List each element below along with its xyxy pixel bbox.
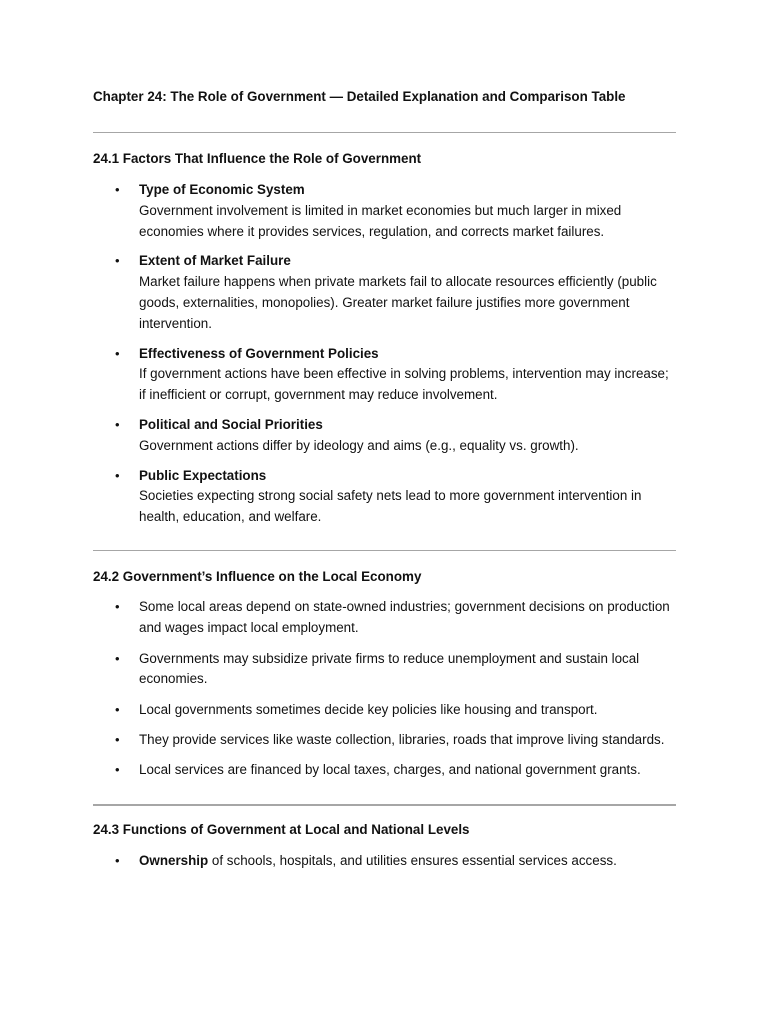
functions-list [93,851,676,872]
bullet-icon: • [115,598,120,614]
section-divider [93,132,676,133]
section-local-economy [93,568,676,781]
item-text: Government actions differ by ideology and aims (e.g., equality vs. growth). [139,437,579,453]
bullet-icon: • [115,702,120,718]
item-text: Local governments sometimes decide key policies like housing and transport. [139,702,598,718]
bullet-icon: • [115,852,120,868]
section-heading: 24.2 Government’s Influence on the Local Economy [93,568,422,584]
item-text: Some local areas depend on state-owned industries; government decisions on production and wages impact local employment. [139,598,670,635]
factor-list [93,180,676,528]
section-functions [93,821,676,872]
item-text: Governments may subsidize private firms to reduce unemployment and sustain local economies. [139,650,640,687]
section-divider [93,804,676,806]
item-text [139,851,676,872]
list-item [93,649,676,691]
list-item [93,466,676,528]
list-item [93,180,676,242]
item-text: Market failure happens when private markets fail to allocate resources efficiently (public goods, externalities, monopolies). Greater market failure justifies more government intervention. [139,274,657,331]
item-body: of schools, hospitals, and utilities ensures essential services access. [208,852,617,868]
item-title: Effectiveness of Government Policies [139,345,379,361]
item-title: Political and Social Priorities [139,416,323,432]
list-item [93,415,676,457]
section-factors [93,150,676,528]
list-item [93,851,676,872]
item-text: If government actions have been effective in solving problems, intervention may increase; if inefficient or corrupt, government may reduce involvement. [139,366,669,403]
bullet-icon: • [115,467,120,483]
bullet-icon: • [115,761,120,777]
section-heading: 24.3 Functions of Government at Local and National Levels [93,821,470,837]
item-title: Public Expectations [139,467,267,483]
bullet-icon: • [115,345,120,361]
item-text: Local services are financed by local taxes, charges, and national government grants. [139,761,641,777]
bullet-icon: • [115,650,120,666]
item-lead: Ownership [139,852,209,868]
list-item [93,597,676,639]
list-item [93,700,676,721]
item-title: Type of Economic System [139,182,305,197]
list-item [93,251,676,334]
bullet-icon: • [115,253,120,269]
section-divider [93,550,676,551]
bullet-icon: • [115,731,120,747]
bullet-icon: • [115,416,120,432]
section-heading: 24.1 Factors That Influence the Role of Government [93,151,422,166]
bullet-icon: • [115,182,120,197]
list-item [93,760,676,781]
item-text: Government involvement is limited in market economies but much larger in mixed economies where it provides services, regulation, and corrects market failures. [139,202,622,239]
item-text: They provide services like waste collection, libraries, roads that improve living standards. [139,731,665,747]
list-item [93,730,676,751]
item-title: Extent of Market Failure [139,253,291,269]
local-economy-list [93,597,676,781]
list-item [93,344,676,406]
item-text: Societies expecting strong social safety nets lead to more government intervention in health, education, and welfare. [139,488,642,525]
document-title: Chapter 24: The Role of Government — Detailed Explanation and Comparison Table [93,89,626,104]
